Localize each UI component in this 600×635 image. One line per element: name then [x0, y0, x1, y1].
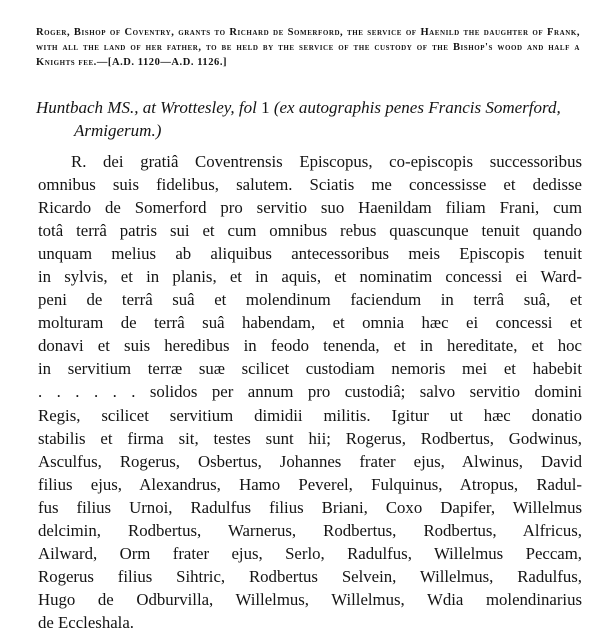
body-line: Rogerus filius Sihtric, Rodbertus Selvein, Willelmus, Radulfus, [38, 566, 582, 586]
source-citation [36, 96, 584, 142]
body-line: donavi et suis heredibus in feodo tenenda, et in hereditate, et hoc [38, 336, 582, 356]
source-suffix: (ex autographis penes Francis Somerford, Armigerum.) [74, 98, 561, 140]
body-line: . . . . . . solidos per annum pro custodiâ; salvo servitio domini [38, 382, 582, 402]
body-line: stabilis et firma sit, testes sunt hii; Rogerus, Rodbertus, Godwinus, [38, 428, 582, 448]
body-line: delcimin, Rodbertus, Warnerus, Rodbertus, Rodbertus, Alfricus, [38, 520, 582, 540]
body-line: fus filius Urnoi, Radulfus filius Briani, Coxo Dapifer, Willelmus [38, 497, 582, 517]
charter-body [38, 150, 582, 634]
body-line: in servitium terræ suæ scilicet custodiam nemoris mei et habebit [38, 359, 582, 379]
body-line: Asculfus, Rogerus, Osbertus, Johannes frater ejus, Alwinus, David [38, 451, 582, 471]
body-line: omnibus suis fidelibus, salutem. Sciatis me concessisse et dedisse [38, 175, 582, 195]
body-line: Hugo de Odburvilla, Willelmus, Willelmus, Wdia molendinarius [38, 589, 582, 609]
body-line: unquam melius ab aliquibus antecessoribus meis Episcopis tenuit [38, 244, 582, 264]
body-line: Ailward, Orm frater ejus, Serlo, Radulfus, Willelmus Peccam, [38, 543, 582, 563]
charter-heading: Roger, Bishop of Coventry, grants to Richard de Somerford, the service of Haenild the daughter of Frank, with all the land of her father, to be held by the service of the custody of the Bishop's wood and half a Knights fee.—[A.D. 1120—A.D. 1126.] [36, 27, 580, 69]
source-prefix: Huntbach MS., at Wrottesley, fol [36, 98, 257, 117]
body-line: Regis, scilicet servitium dimidii militis. Igitur ut hæc donatio [38, 405, 582, 425]
body-line: molturam de terrâ suâ habendam, et omnia hæc ei concessi et [38, 313, 582, 333]
body-line: totâ terrâ patris sui et cum omnibus rebus quascunque tenuit quando [38, 221, 582, 241]
body-line: peni de terrâ suâ et molendinum faciendum in terrâ suâ, et [38, 290, 582, 310]
body-line: filius ejus, Alexandrus, Hamo Peverel, Fulquinus, Atropus, Radul- [38, 474, 582, 494]
body-line: in sylvis, et in planis, et in aquis, et nominatim concessi ei Ward- [38, 267, 582, 287]
source-folio: 1 [261, 98, 270, 117]
body-line: de Eccleshala. [38, 612, 134, 632]
body-line: R. dei gratiâ Coventrensis Episcopus, co-episcopis successoribus [71, 152, 582, 171]
body-line: Ricardo de Somerford pro servitio suo Haenildam filiam Frani, cum [38, 198, 582, 218]
